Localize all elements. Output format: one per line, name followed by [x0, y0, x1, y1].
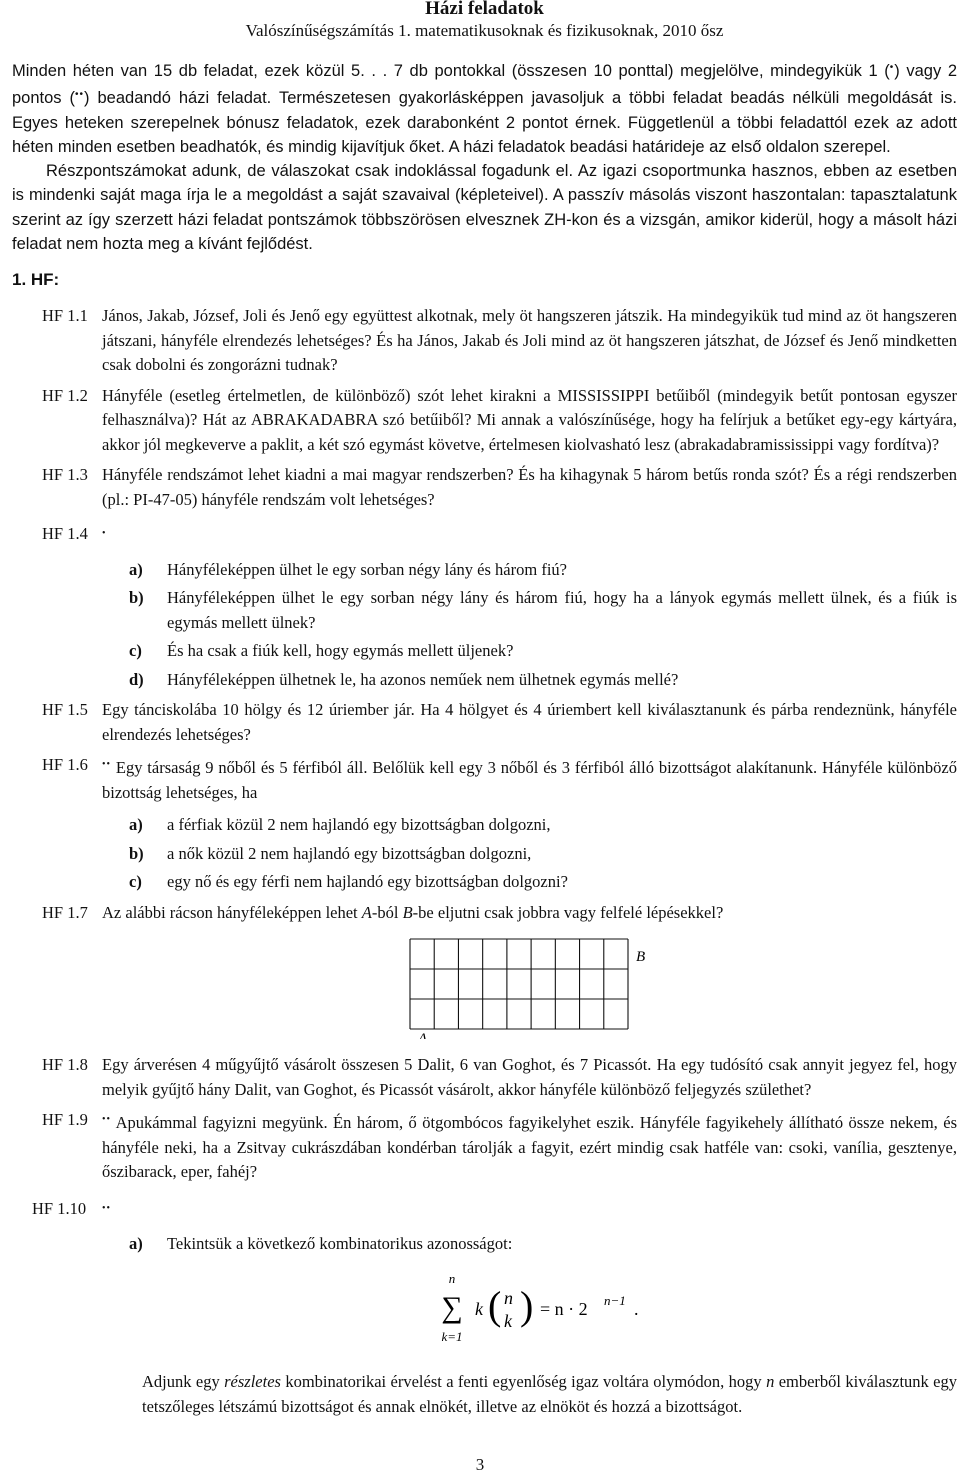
svg-text:n: n [503, 1287, 513, 1308]
problem-label: HF 1.2 [42, 385, 88, 405]
sub-item-a: a) Hányféleképpen ülhet le egy sorban négy lány és három fiú? [129, 559, 567, 579]
sub-items [129, 558, 957, 693]
combinatorial-identity [142, 1269, 957, 1357]
intro-section [12, 56, 957, 256]
svg-text:n−1: n−1 [603, 1292, 626, 1308]
grid-label-a: A [418, 1031, 428, 1040]
problem-label: HF 1.7 [42, 902, 88, 922]
problem-label: HF 1.5 [42, 700, 88, 720]
problem-1-1 [12, 304, 957, 378]
identity-formula [430, 1269, 670, 1349]
problem-1-2 [12, 384, 957, 458]
problem-text: János, Jakab, József, Joli és Jenő egy együttest alkotnak, mely öt hangszeren játszik. Ha mindegyikük tud mind az öt hangszeren játszani, hányféle elrendezés lehetséges? És ha János, Jakab és Joli mind az öt hangszeren játszhat, de József és Jenő mindketten csak dobolni és zongorázni tudnak? [102, 306, 958, 375]
grid-label-b: B [636, 949, 646, 966]
problem-1-7 [12, 901, 957, 926]
intro-paragraph-1: Minden héten van 15 db feladat, ezek közül 5. . . 7 db pontokkal (összesen 10 ponttal) megjelölve, mindegyikük 1 (•) vagy 2 pontos (••) beadandó házi feladat. Természetesen gyakorlásképpen javasoljuk a többi feladat beadás nélküli megoldását is. Egyes heteken szerepelnek bónusz feladatok, ezek darabonként 2 pontot érnek. Függetlenül a többi feladattól ezek az adott héten minden esetben beadhatók, és mindig kijavítjuk őket. A házi feladatok beadási határideje az első oldalon szerepel. [12, 62, 957, 156]
two-point-marker: •• [75, 89, 85, 101]
sub-items [129, 813, 957, 895]
point-marker: • [102, 528, 107, 540]
problem-1-4 [12, 522, 957, 692]
svg-text:.: . [633, 1298, 638, 1319]
problem-text: Egy árverésen 4 műgyűjtő vásárolt összesen 5 Dalit, 6 van Goghot, és 7 Picassót. Ha egy tudósító csak annyit jegyez fel, hogy melyik gyűjtő hány Dalit, van Goghot, és Picassót vásárolt, akkor hányféle különböző feljegyzés születhet? [102, 1055, 957, 1099]
problem-label: HF 1.9 [42, 1110, 88, 1130]
point-marker: •• [102, 759, 112, 771]
problem-label: HF 1.1 [42, 306, 88, 326]
problem-text: Hányféle rendszámot lehet kiadni a mai magyar rendszerben? És ha kihagynak 5 három betűs ronda szót? És a régi rendszerben (pl.: PI-47-05) hányféle rendszám volt lehetséges? [102, 465, 957, 509]
sub-items [129, 1232, 958, 1419]
sum-sign: ∑ [440, 1290, 463, 1324]
problem-text: Az alábbi rácson hányféleképpen lehet A-ból B-be eljutni csak jobbra vagy felfelé lépésekkel? [102, 902, 724, 922]
problem-1-9: HF 1.9 •• Apukámmal fagyizni megyünk. Én három, ő ötgombócos fagyikelyhet eszik. Hányféle fagyikehely állítható össze nekem, és hányféle neki, ha a Zsitvay cukrászdában kondérban tárolják a fagyit, ezért mindig csak hatféle van: csoki, vanília, gesztenye, őszibarack, eper, fahéj? [42, 1110, 957, 1182]
svg-text:= n · 2: = n · 2 [539, 1298, 588, 1319]
svg-text:k=1: k=1 [440, 1328, 463, 1344]
problem-1-6: HF 1.6 •• Egy társaság 9 nőből és 5 férfiból áll. Belőlük kell egy 3 nőből és 3 férfiból álló bizottságot alakítanunk. Hányféle különböző bizottság lehetséges, ha a) a férfiak közül 2 nem hajlandó egy bizottságban dolgozni, b) a nők közül 2 nem hajlandó egy bizottságban dolgozni, c) egy nő és egy férfi nem hajlandó egy bizottságban dolgozni? [12, 753, 957, 895]
problem-1-3 [12, 463, 957, 512]
lattice-grid [12, 929, 957, 1039]
svg-text:n: n [448, 1270, 455, 1286]
problem-label: HF 1.8 [42, 1055, 88, 1075]
sub-item-a: a) a férfiak közül 2 nem hajlandó egy bizottságban dolgozni, [129, 815, 551, 835]
sub-item-c: c) És ha csak a fiúk kell, hogy egymás mellett üljenek? [129, 641, 514, 661]
problem-label: HF 1.6 [42, 755, 88, 775]
sub-item-a: a) Tekintsük a következő kombinatorikus azonosságot: [129, 1234, 513, 1254]
problem-text: Hányféle (esetleg értelmetlen, de különböző) szót lehet kirakni a MISSISSIPPI betűiből (mindegyik betűt pontosan egyszer felhasználva)? Hát az ABRAKADABRA szó betűiből? Mi annak a valószínűsége, hogy ha felírjuk a betűket egy-egy kártyára, akkor jól megkeverve a paklit, a két szó egymást követve, értelmesen kiolvasható lesz (abrakadabramississippi vagy fordítva)? [102, 385, 957, 454]
sub-item-c: c) egy nő és egy férfi nem hajlandó egy bizottságban dolgozni? [129, 872, 568, 892]
problem-1-5 [12, 698, 957, 747]
page-number: 3 [475, 1455, 485, 1474]
sub-item-d: d) Hányféleképpen ülhetnek le, ha azonos neműek nem ülhetnek egymás mellé? [129, 669, 679, 689]
lattice-figure [12, 929, 957, 1039]
point-marker: •• [102, 1114, 112, 1126]
problem-label: HF 1.10 [32, 1198, 87, 1218]
one-point-marker: • [889, 62, 895, 73]
problem-1-8 [12, 1053, 957, 1102]
svg-text:k: k [474, 1298, 483, 1319]
page-title: Házi feladatok [425, 0, 544, 19]
svg-text:): ) [519, 1282, 533, 1328]
sub-item-b: b) Hányféleképpen ülhet le egy sorban négy lány és három fiú, hogy ha a lányok egymás mellett ülnek, és a fiúk is egymás mellett ülnek? [129, 588, 957, 632]
problem-label: HF 1.4 [42, 524, 88, 544]
page-subtitle: Valószínűségszámítás 1. matematikusoknak és fizikusoknak, 2010 ősz [245, 21, 724, 40]
problem-text: Egy tánciskolába 10 hölgy és 12 úriember jár. Ha 4 hölgyet és 4 úriembert kell kiválasztanunk és párba rendeznünk, hányféle elrendezés lehetséges? [102, 700, 957, 744]
svg-text:(: ( [487, 1282, 501, 1328]
sub-item-b: b) a nők közül 2 nem hajlandó egy bizottságban dolgozni, [129, 843, 532, 863]
problem-1-10 [12, 1197, 957, 1420]
intro-paragraph-2: Részpontszámokat adunk, de válaszokat csak indoklással fogadunk el. Az igazi csoportmunka hasznos, ebben az esetben is mindenki saját maga írja le a megoldást a saját szavaival (képleteivel). A passzív másolás viszont haszontalan: tapasztalatunk szerint az így szerzett házi feladat pontszámok többszörösen elvesznek ZH-kon és a vizsgán, amikor kiderül, hogy a másolt házi feladat nem hozta meg a kívánt fejlődést. [12, 162, 957, 254]
section-heading: 1. HF: [12, 270, 60, 290]
problem-label: HF 1.3 [42, 465, 88, 485]
svg-text:k: k [503, 1310, 512, 1331]
point-marker: •• [102, 1202, 112, 1214]
problem-text: Adjunk egy részletes kombinatorikai érvelést a fenti egyenlőség igaz voltára olymódon, hogy n emberből kiválasztunk egy tetszőleges létszámú bizottságot és annak elnökét, illetve az elnököt és hozzá a bizottságot. [142, 1372, 958, 1416]
